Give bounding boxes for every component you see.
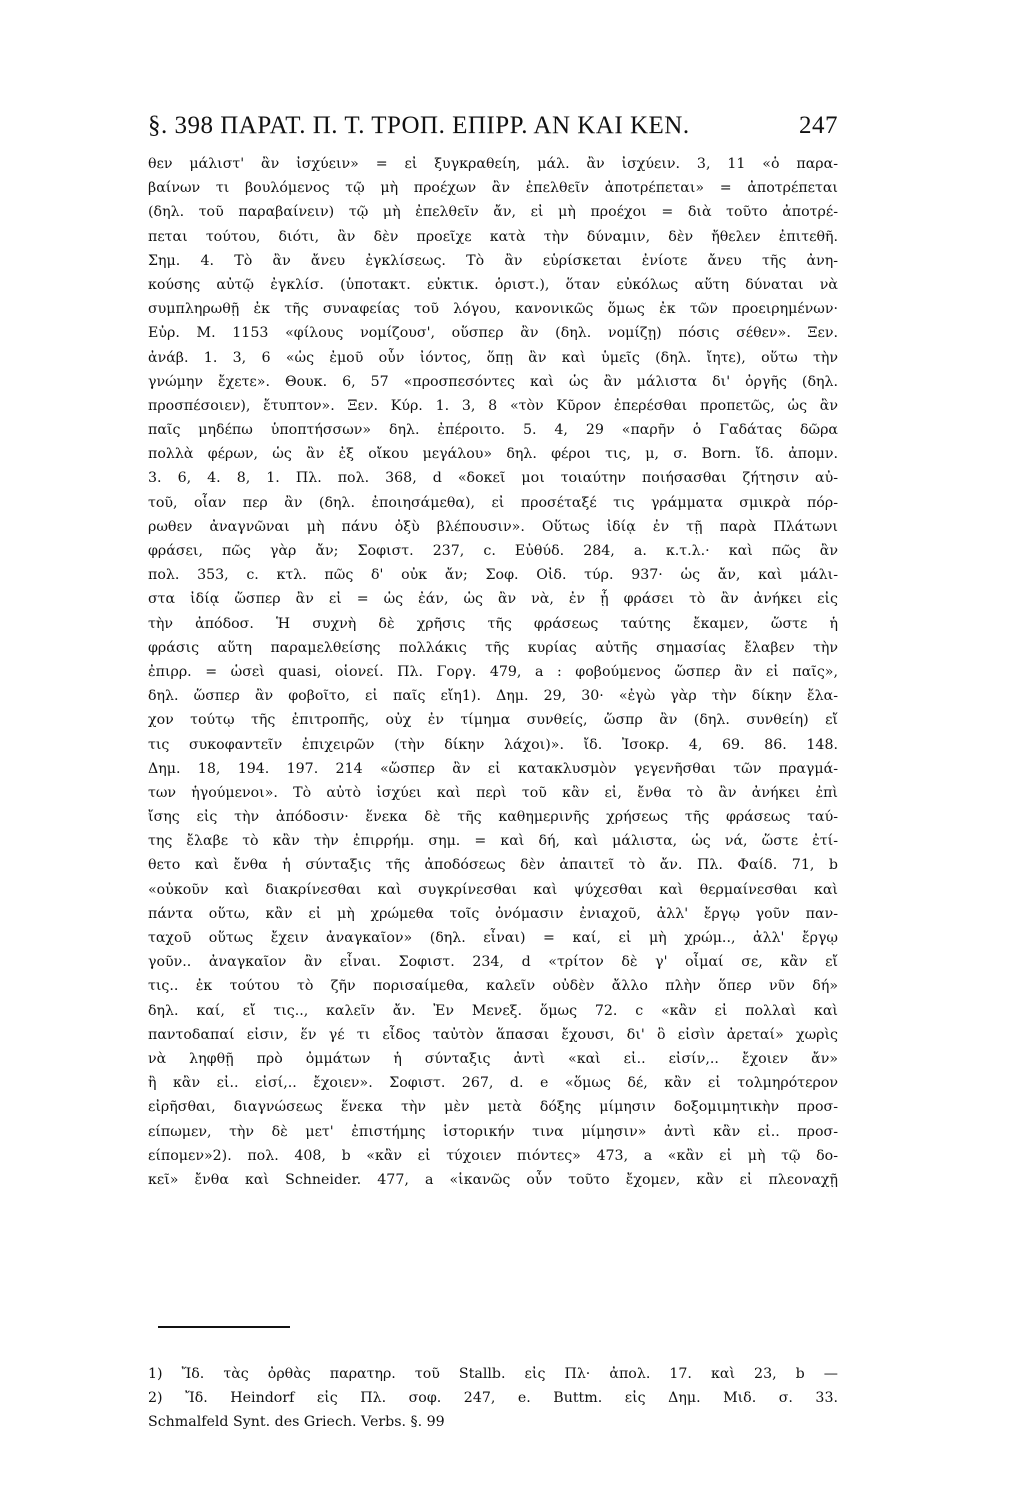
text-line: βαίνων τι βουλόμενος τῷ μὴ προέχων ἂν ἐπελθεῖν ἀποτρέπεται» = ἀποτρέπεται [148,180,838,197]
text-line: γνώμην ἔχετε». Θουκ. 6, 57 «προσπεσόντες καὶ ὡς ἂν μάλιστα δι' ὀργῆς (δηλ. [148,373,838,390]
footnote-line: Schmalfeld Synt. des Griech. Verbs. §. 99 [148,1414,445,1430]
text-line: ἢ κἂν εἰ.. εἰσί,.. ἔχοιεν». Σοφιστ. 267, d. e «ὅμως δέ, κἂν εἰ τολμηρότερον [148,1075,838,1092]
text-line: πολ. 353, c. κτλ. πῶς δ' οὐκ ἄν; Σοφ. Οἰδ. τύρ. 937· ὡς ἄν, καὶ μάλι- [148,567,838,584]
text-line: τὴν ἀπόδοσ. Ἡ συχνὴ δὲ χρῆσις τῆς φράσεως ταύτης ἔκαμεν, ὥστε ἡ [148,615,838,632]
page-number: 247 [799,112,838,139]
text-line: θετο καὶ ἔνθα ἡ σύνταξις τῆς ἀποδόσεως δὲν ἀπαιτεῖ τὸ ἄν. Πλ. Φαίδ. 71, b [148,857,838,874]
footnote-rule [158,1326,290,1328]
text-line: ἴσης εἰς τὴν ἀπόδοσιν· ἕνεκα δὲ τῆς καθημερινῆς χρήσεως τῆς φράσεως ταύ- [148,809,838,826]
footnotes [148,1362,838,1434]
text-line: ρωθεν ἀναγνῶναι μὴ πάνυ ὀξὺ βλέπουσιν». Οὕτως ἰδίᾳ ἐν τῇ παρὰ Πλάτωνι [148,518,838,535]
text-line: παῖς μηδέπω ὑποπτήσσων» δηλ. ἐπέροιτο. 5. 4, 29 «παρῆν ὁ Γαδάτας δῶρα [148,422,838,439]
text-line: τις.. ἐκ τούτου τὸ ζῆν πορισαίμεθα, καλεῖν οὐδὲν ἄλλο πλὴν ὅπερ νῦν δή» [148,978,838,995]
text-line: τις συκοφαντεῖν ἐπιχειρῶν (τὴν δίκην λάχοι)». ἴδ. Ἰσοκρ. 4, 69. 86. 148. [148,736,838,753]
text-line: τοῦ, οἷαν περ ἂν (δηλ. ἐποιησάμεθα), εἰ προσέταξέ τις γράμματα σμικρὰ πόρ- [148,494,838,511]
text-line: (δηλ. τοῦ παραβαίνειν) τῷ μὴ ἐπελθεῖν ἄν, εἰ μὴ προέχοι = διὰ τοῦτο ἀποτρέ- [148,204,838,221]
book-page [148,112,838,1430]
text-line: προσπέσοιεν), ἔτυπτον». Ξεν. Κύρ. 1. 3, 8 «τὸν Κῦρον ἐπερέσθαι προπετῶς, ὡς ἂν [148,397,838,414]
text-line: είπομεν»2). πολ. 408, b «κἂν εἰ τύχοιεν πιόντες» 473, a «κἂν εἰ μὴ τῷ δο- [148,1147,838,1164]
text-line: ἐπιρρ. = ὡσεὶ quasi, οἱονεί. Πλ. Γοργ. 479, a : φοβούμενος ὥσπερ ἂν εἰ παῖς», [148,663,838,680]
text-line: Σημ. 4. Τὸ ἂν ἄνευ ἐγκλίσεως. Τὸ ἂν εὑρίσκεται ἐνίοτε ἄνευ τῆς ἀνη- [148,252,838,269]
body-text [148,152,838,1192]
text-line: φράσει, πῶς γὰρ ἄν; Σοφιστ. 237, c. Εὐθύδ. 284, a. κ.τ.λ.· καὶ πῶς ἂν [148,543,838,559]
text-line: της ἔλαβε τὸ κἂν τὴν ἐπιρρήμ. σημ. = καὶ δή, καὶ μάλιστα, ὡς νά, ὥστε ἐτί- [148,833,838,850]
text-line: δηλ. καί, εἴ τις.., καλεῖν ἄν. Ἐν Μενεξ. ὅμως 72. c «κἂν εἰ πολλαὶ καὶ [148,1002,838,1019]
text-line: φράσις αὕτη παραμελθείσης πολλάκις τῆς κυρίας αὐτῆς σημασίας ἔλαβεν τὴν [148,639,838,656]
text-line: πεται τούτου, διότι, ἂν δὲν προεῖχε κατὰ τὴν δύναμιν, δὲν ἤθελεν ἐπιτεθῆ. [148,228,838,245]
text-line: χον τούτῳ τῆς ἐπιτροπῆς, οὐχ ἐν τίμημα συνθείς, ὥσπρ ἂν (δηλ. συνθείη) εἴ [148,712,838,729]
text-line: συμπληρωθῇ ἐκ τῆς συναφείας τοῦ λόγου, κανονικῶς ὅμως ἐκ τῶν προειρημένων· [148,301,838,318]
text-line: 3. 6, 4. 8, 1. Πλ. πολ. 368, d «δοκεῖ μοι τοιαύτην ποιήσασθαι ζήτησιν αὐ- [148,470,838,487]
text-line: πολλὰ φέρων, ὡς ἂν ἐξ οἴκου μεγάλου» δηλ. φέροι τις, μ, σ. Born. ἴδ. ἀπομν. [148,446,838,463]
text-line: των ἡγούμενοι». Τὸ αὐτὸ ἰσχύει καὶ περὶ τοῦ κἂν εἰ, ἔνθα τὸ ἂν ἀνήκει ἐπὶ [148,784,838,801]
text-line: Εὐρ. Μ. 1153 «φίλους νομίζουσ', οὕσπερ ἂν (δηλ. νομίζῃ) πόσις σέθεν». Ξεν. [148,325,838,342]
running-header [148,112,838,152]
text-line: στα ἰδίᾳ ὥσπερ ἂν εἰ = ὡς ἐάν, ὡς ἂν νὰ, ἐν ᾗ φράσει τὸ ἂν ἀνήκει εἰς [148,591,838,608]
text-line: γοῦν.. ἀναγκαῖον ἂν εἶναι. Σοφιστ. 234, d «τρίτον δὲ γ' οἶμαί σε, κἂν εἴ [148,954,838,971]
text-line: πάντα οὕτω, κἂν εἰ μὴ χρώμεθα τοῖς ὀνόμασιν ἐνιαχοῦ, ἀλλ' ἔργῳ γοῦν παν- [148,905,838,922]
text-line: είπωμεν, τὴν δὲ μετ' ἐπιστήμης ἱστορικήν τινα μίμησιν» ἀντὶ κἂν εἰ.. προσ- [148,1123,838,1140]
text-line: παντοδαπαί εἰσιν, ἕν γέ τι εἶδος ταὐτὸν ἅπασαι ἔχουσι, δι' ὃ εἰσὶν ἀρεταί» χωρὶς [148,1026,838,1043]
text-line: θεν μάλιστ' ἂν ἰσχύειν» = εἰ ξυγκραθείη, μάλ. ἂν ἰσχύειν. 3, 11 «ὁ παρα- [148,156,838,172]
text-line: κούσης αὐτῷ ἐγκλίσ. (ὑποτακτ. εὐκτικ. ὁριστ.), ὅταν εὐκόλως αὕτη δύναται νὰ [148,276,838,293]
text-line: «οὐκοῦν καὶ διακρίνεσθαι καὶ συγκρίνεσθαι καὶ ψύχεσθαι καὶ θερμαίνεσθαι καὶ [148,881,838,898]
footnote-line: 1) Ἴδ. τὰς ὀρθὰς παρατηρ. τοῦ Stallb. εἰς Πλ· ἀπολ. 17. καὶ 23, b — [148,1366,838,1382]
header-title: §. 398 ΠΑΡΑΤ. Π. Τ. ΤΡΟΠ. ΕΠΙΡΡ. ΑΝ ΚΑΙ ΚΕΝ. [148,112,690,139]
text-line: ἀνάβ. 1. 3, 6 «ὡς ἐμοῦ οὖν ἰόντος, ὅπῃ ἂν καὶ ὑμεῖς (δηλ. ἴητε), οὕτω τὴν [148,349,838,366]
text-line: δηλ. ὥσπερ ἂν φοβοῖτο, εἰ παῖς εἴη1). Δημ. 29, 30· «ἐγὼ γὰρ τὴν δίκην ἔλα- [148,688,838,705]
text-line: κεῖ» ἔνθα καὶ Schneider. 477, a «ἱκανῶς οὖν τοῦτο ἔχομεν, κἂν εἰ πλεοναχῇ [148,1171,838,1188]
text-line: νὰ ληφθῇ πρὸ ὀμμάτων ἡ σύνταξις ἀντὶ «καὶ εἰ.. εἰσίν,.. ἔχοιεν ἄν» [148,1050,838,1067]
text-line: Δημ. 18, 194. 197. 214 «ὥσπερ ἂν εἰ κατακλυσμὸν γεγενῆσθαι τῶν πραγμά- [148,760,838,777]
text-line: εἰρῆσθαι, διαγνώσεως ἕνεκα τὴν μὲν μετὰ δόξης μίμησιν δοξομιμητικὴν προσ- [148,1099,838,1116]
footnote-line: 2) Ἴδ. Heindorf εἰς Πλ. σοφ. 247, e. Buttm. εἰς Δημ. Μιδ. σ. 33. [148,1390,838,1406]
text-line: ταχοῦ οὕτως ἔχειν ἀναγκαῖον» (δηλ. εἶναι) = καί, εἰ μὴ χρώμ.., ἀλλ' ἔργῳ [148,930,838,946]
